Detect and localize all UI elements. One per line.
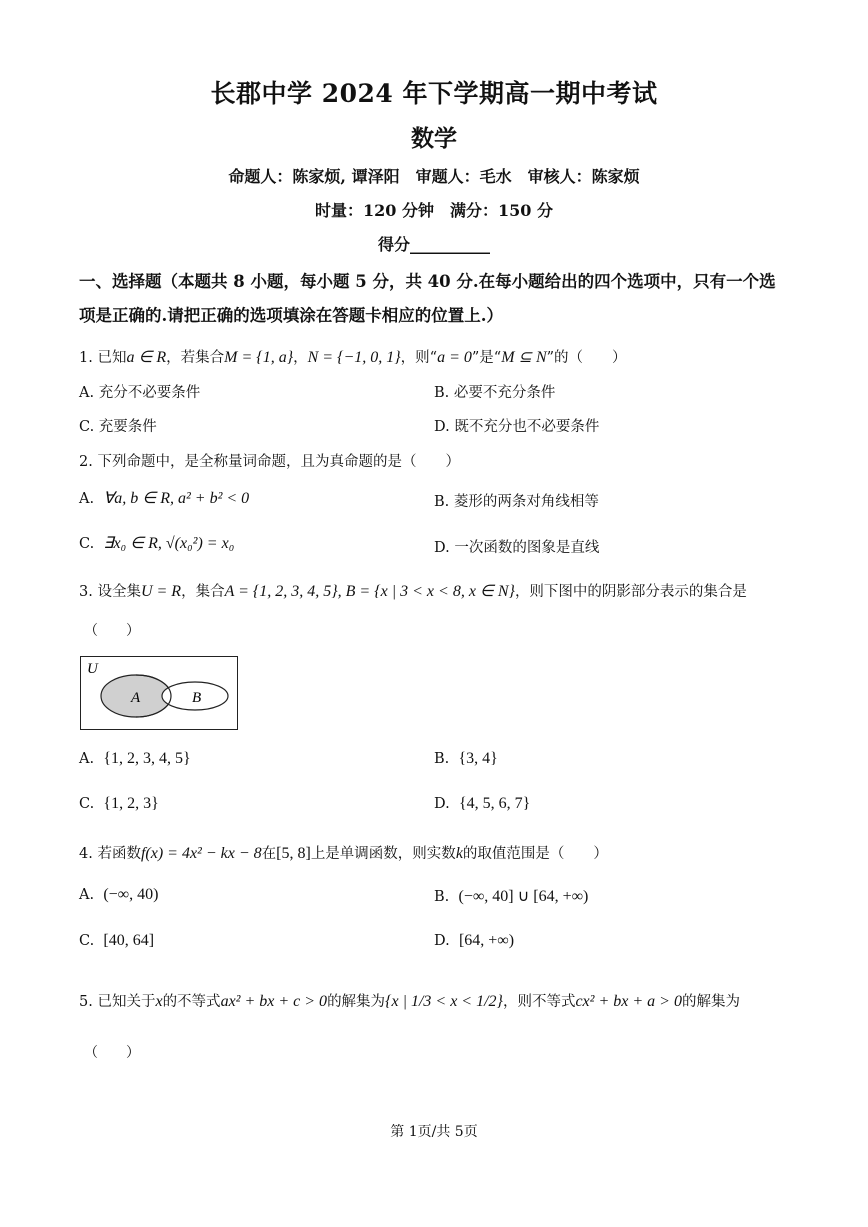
q3-option-a xyxy=(79,750,191,768)
venn-label-a: A xyxy=(131,690,141,706)
q4-option-d-math: [64, +∞) xyxy=(458,932,515,949)
q3-text: ，则下图中的阴影部分表示的集合是 xyxy=(514,584,747,600)
q4-text: 的取值范围是（ ） xyxy=(462,846,608,862)
exam-time-score: 时量：120 分钟 满分：150 分 xyxy=(315,201,553,220)
q3-option-d xyxy=(434,795,530,813)
q3-option-b xyxy=(434,750,498,768)
q2-option-a xyxy=(79,488,249,508)
question-2-stem: 2. 下列命题中，是全称量词命题，且为真命题的是（ ） xyxy=(79,454,460,470)
q1-math-set-n: N = {−1, 0, 1} xyxy=(307,349,401,366)
q5-text: 的解集为 xyxy=(681,994,740,1010)
q4-math-k: k xyxy=(455,845,463,862)
q3-answer-paren: （ ） xyxy=(84,623,140,639)
q5-answer-paren: （ ） xyxy=(84,1045,140,1061)
q5-num: 5. 已知关于 xyxy=(79,994,156,1010)
q4-option-d xyxy=(434,932,514,950)
q4-option-b xyxy=(434,886,588,906)
q1-option-d: D. 既不充分也不必要条件 xyxy=(434,419,600,435)
q4-text: 在 xyxy=(261,846,277,862)
q1-text: ”是“ xyxy=(471,350,502,366)
q1-text: ， xyxy=(293,350,308,366)
q2-option-c-math: ∃x₀ ∈ R, √(x₀²) = x₀ xyxy=(103,535,235,552)
q3-option-a-math: {1, 2, 3, 4, 5} xyxy=(103,750,191,767)
q4-option-a xyxy=(79,886,158,904)
q4-num: 4. 若函数 xyxy=(79,846,141,862)
q3-option-d-label: D. xyxy=(434,796,450,812)
q4-option-d-label: D. xyxy=(434,933,450,949)
q5-text: 的解集为 xyxy=(327,994,386,1010)
q3-option-c-label: C. xyxy=(79,796,95,812)
q4-option-b-label: B. xyxy=(434,889,450,905)
q4-math-interval: [5, 8] xyxy=(276,845,311,862)
q5-text: ，则不等式 xyxy=(502,994,576,1010)
q1-math-a-eq-0: a = 0 xyxy=(437,349,472,366)
q4-option-b-math: (−∞, 40] ∪ [64, +∞) xyxy=(458,888,589,905)
q1-option-c: C. 充要条件 xyxy=(79,419,157,435)
q5-text: 的不等式 xyxy=(162,994,221,1010)
q1-option-b: B. 必要不充分条件 xyxy=(434,385,556,401)
q4-option-c-math: [40, 64] xyxy=(103,932,155,949)
question-3-stem xyxy=(79,580,747,601)
q2-option-a-label: A. xyxy=(79,491,95,507)
q3-option-c xyxy=(79,795,159,813)
section-heading-line2: 项是正确的.请把正确的选项填涂在答题卡相应的位置上.） xyxy=(79,306,503,325)
section-heading-line1: 一、选择题（本题共 8 小题，每小题 5 分，共 40 分.在每小题给出的四个选项中，只有一个选 xyxy=(79,272,776,291)
exam-authors: 命题人：陈家烦, 谭泽阳 审题人：毛水 审核人：陈家烦 xyxy=(228,167,640,186)
q1-option-a: A. 充分不必要条件 xyxy=(79,385,201,401)
q5-math-inequality-1: ax² + bx + c > 0 xyxy=(220,993,328,1010)
exam-title: 长郡中学 2024 年下学期高一期中考试 xyxy=(210,79,658,108)
venn-diagram xyxy=(80,656,238,730)
q3-option-b-label: B. xyxy=(434,751,450,767)
venn-label-b: B xyxy=(192,690,202,706)
q3-option-b-math: {3, 4} xyxy=(458,750,498,767)
q2-option-c xyxy=(79,533,234,553)
q3-option-d-math: {4, 5, 6, 7} xyxy=(458,795,531,812)
q5-math-solution-set: {x | 1/3 < x < 1/2} xyxy=(385,993,503,1010)
q5-math-inequality-2: cx² + bx + a > 0 xyxy=(575,993,682,1010)
q4-option-c-label: C. xyxy=(79,933,95,949)
q3-math-u: U = R xyxy=(140,583,182,600)
score-field: 得分__________ xyxy=(377,235,490,254)
page-number: 第 1页/共 5页 xyxy=(390,1124,478,1140)
q3-num: 3. 设全集 xyxy=(79,584,141,600)
q1-text: ，则“ xyxy=(400,350,438,366)
q1-text: ，若集合 xyxy=(166,350,225,366)
q4-text: 上是单调函数，则实数 xyxy=(310,846,456,862)
q1-text: ”的（ ） xyxy=(546,350,627,366)
q2-option-d: D. 一次函数的图象是直线 xyxy=(434,540,600,556)
q4-option-c xyxy=(79,932,154,950)
q1-math-subset: M ⊆ N xyxy=(501,349,547,366)
q1-math-a-in-r: a ∈ R xyxy=(126,349,167,366)
question-4-stem xyxy=(79,842,608,863)
q3-option-c-math: {1, 2, 3} xyxy=(103,795,159,812)
q3-text: ，集合 xyxy=(181,584,225,600)
q1-math-set-m: M = {1, a} xyxy=(224,349,294,366)
q1-num: 1. 已知 xyxy=(79,350,127,366)
q4-option-a-label: A. xyxy=(79,887,95,903)
q2-option-a-math: ∀a, b ∈ R, a² + b² < 0 xyxy=(103,490,250,507)
q4-math-function: f(x) = 4x² − kx − 8 xyxy=(140,845,262,862)
q5-math-x: x xyxy=(155,993,163,1010)
q3-math-sets: A = {1, 2, 3, 4, 5}, B = {x | 3 < x < 8, x ∈ N} xyxy=(224,583,515,600)
exam-subject: 数学 xyxy=(411,125,457,152)
question-5-stem xyxy=(79,990,740,1011)
q4-option-a-math: (−∞, 40) xyxy=(103,886,159,903)
venn-svg xyxy=(81,657,237,729)
q2-option-b: B. 菱形的两条对角线相等 xyxy=(434,494,599,510)
q3-option-a-label: A. xyxy=(79,751,95,767)
q2-option-c-label: C. xyxy=(79,536,95,552)
question-1-stem xyxy=(79,346,627,367)
venn-label-u: U xyxy=(87,661,98,677)
